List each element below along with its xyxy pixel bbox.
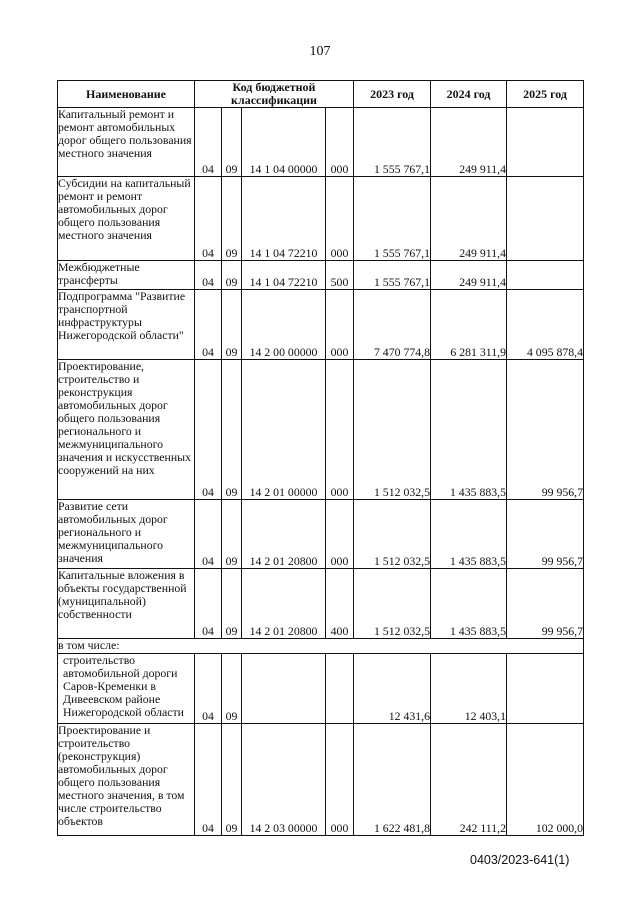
code-target: 14 2 03 00000 <box>242 724 326 836</box>
code-section: 04 <box>195 108 222 177</box>
code-subsection: 09 <box>222 108 242 177</box>
amount-2023: 7 470 774,8 <box>354 290 431 360</box>
table-row <box>58 639 584 654</box>
code-type: 000 <box>326 108 354 177</box>
code-section: 04 <box>195 569 222 639</box>
table-row <box>58 177 584 261</box>
row-name: Подпрограмма "Развитие транспортной инфраструктуры Нижегородской области" <box>58 289 186 342</box>
table-row <box>58 108 584 177</box>
amount-2025: 4 095 878,4 <box>507 290 584 360</box>
amount-2024: 1 435 883,5 <box>431 569 507 639</box>
row-name: Проектирование, строительство и реконструкция автомобильных дорог общего пользования регионального и межмуниципального значения и искусственных сооружений на них <box>58 359 191 477</box>
amount-2023: 1 555 767,1 <box>354 177 431 261</box>
code-target: 14 2 01 20800 <box>242 500 326 569</box>
code-section: 04 <box>195 654 222 724</box>
page-number: 107 <box>309 44 331 59</box>
code-subsection: 09 <box>222 290 242 360</box>
amount-2023: 1 622 481,8 <box>354 724 431 836</box>
amount-2024: 249 911,4 <box>431 177 507 261</box>
code-type: 000 <box>326 500 354 569</box>
code-target: 14 1 04 72210 <box>242 261 326 290</box>
amount-2023: 1 555 767,1 <box>354 108 431 177</box>
code-target: 14 1 04 72210 <box>242 177 326 261</box>
code-target: 14 2 00 00000 <box>242 290 326 360</box>
amount-2024: 1 435 883,5 <box>431 500 507 569</box>
table-row <box>58 290 584 360</box>
amount-2025: 102 000,0 <box>507 724 584 836</box>
header-2023: 2023 год <box>354 81 431 108</box>
code-type: 400 <box>326 569 354 639</box>
amount-2023: 1 512 032,5 <box>354 500 431 569</box>
table-header-row <box>58 81 584 108</box>
amount-2025: 99 956,7 <box>507 569 584 639</box>
code-type: 000 <box>326 724 354 836</box>
row-name: Межбюджетные трансферты <box>58 260 140 287</box>
code-subsection: 09 <box>222 654 242 724</box>
code-section: 04 <box>195 360 222 500</box>
code-subsection: 09 <box>222 724 242 836</box>
code-section: 04 <box>195 500 222 569</box>
row-name: в том числе: <box>58 638 120 652</box>
code-type: 500 <box>326 261 354 290</box>
amount-2023: 12 431,6 <box>354 654 431 724</box>
code-target: 14 1 04 00000 <box>242 108 326 177</box>
row-name: Проектирование и строительство (реконструкция) автомобильных дорог общего пользования местного значения, в том числе строительство объектов <box>58 723 185 828</box>
amount-2025 <box>507 108 584 177</box>
code-section: 04 <box>195 177 222 261</box>
amount-2024: 12 403,1 <box>431 654 507 724</box>
code-section: 04 <box>195 724 222 836</box>
row-name: строительство автомобильной дороги Саров-Кременки в Дивеевском районе Нижегородской области <box>63 653 184 719</box>
amount-2023: 1 512 032,5 <box>354 569 431 639</box>
amount-2025 <box>507 654 584 724</box>
amount-2025 <box>507 177 584 261</box>
code-section: 04 <box>195 261 222 290</box>
table-row <box>58 569 584 639</box>
amount-2024: 242 111,2 <box>431 724 507 836</box>
code-target <box>242 654 326 724</box>
code-subsection: 09 <box>222 360 242 500</box>
amount-2024: 249 911,4 <box>431 261 507 290</box>
table-row <box>58 724 584 836</box>
amount-2023: 1 512 032,5 <box>354 360 431 500</box>
code-type <box>326 654 354 724</box>
header-2024: 2024 год <box>431 81 507 108</box>
code-target: 14 2 01 20800 <box>242 569 326 639</box>
code-subsection: 09 <box>222 569 242 639</box>
row-name: Субсидии на капитальный ремонт и ремонт автомобильных дорог общего пользования местного значения <box>58 176 191 242</box>
table-row <box>58 654 584 724</box>
row-name: Капитальный ремонт и ремонт автомобильных дорог общего пользования местного значения <box>58 107 192 160</box>
amount-2024: 249 911,4 <box>431 108 507 177</box>
code-subsection: 09 <box>222 500 242 569</box>
document-code: 0403/2023-641(1) <box>470 853 570 867</box>
header-2025: 2025 год <box>507 81 584 108</box>
code-type: 000 <box>326 360 354 500</box>
code-subsection: 09 <box>222 177 242 261</box>
table-row <box>58 500 584 569</box>
code-type: 000 <box>326 290 354 360</box>
row-name: Капитальные вложения в объекты государственной (муниципальной) собственности <box>58 568 187 621</box>
amount-2025 <box>507 261 584 290</box>
header-code: Код бюджетной классификации <box>195 81 354 108</box>
header-name: Наименование <box>58 81 195 108</box>
table-row <box>58 261 584 290</box>
amount-2024: 6 281 311,9 <box>431 290 507 360</box>
row-name: Развитие сети автомобильных дорог регионального и межмуниципального значения <box>58 499 168 565</box>
code-type: 000 <box>326 177 354 261</box>
amount-2025: 99 956,7 <box>507 500 584 569</box>
amount-2024: 1 435 883,5 <box>431 360 507 500</box>
table-row <box>58 360 584 500</box>
budget-table <box>57 80 584 836</box>
code-subsection: 09 <box>222 261 242 290</box>
amount-2025: 99 956,7 <box>507 360 584 500</box>
amount-2023: 1 555 767,1 <box>354 261 431 290</box>
code-target: 14 2 01 00000 <box>242 360 326 500</box>
code-section: 04 <box>195 290 222 360</box>
